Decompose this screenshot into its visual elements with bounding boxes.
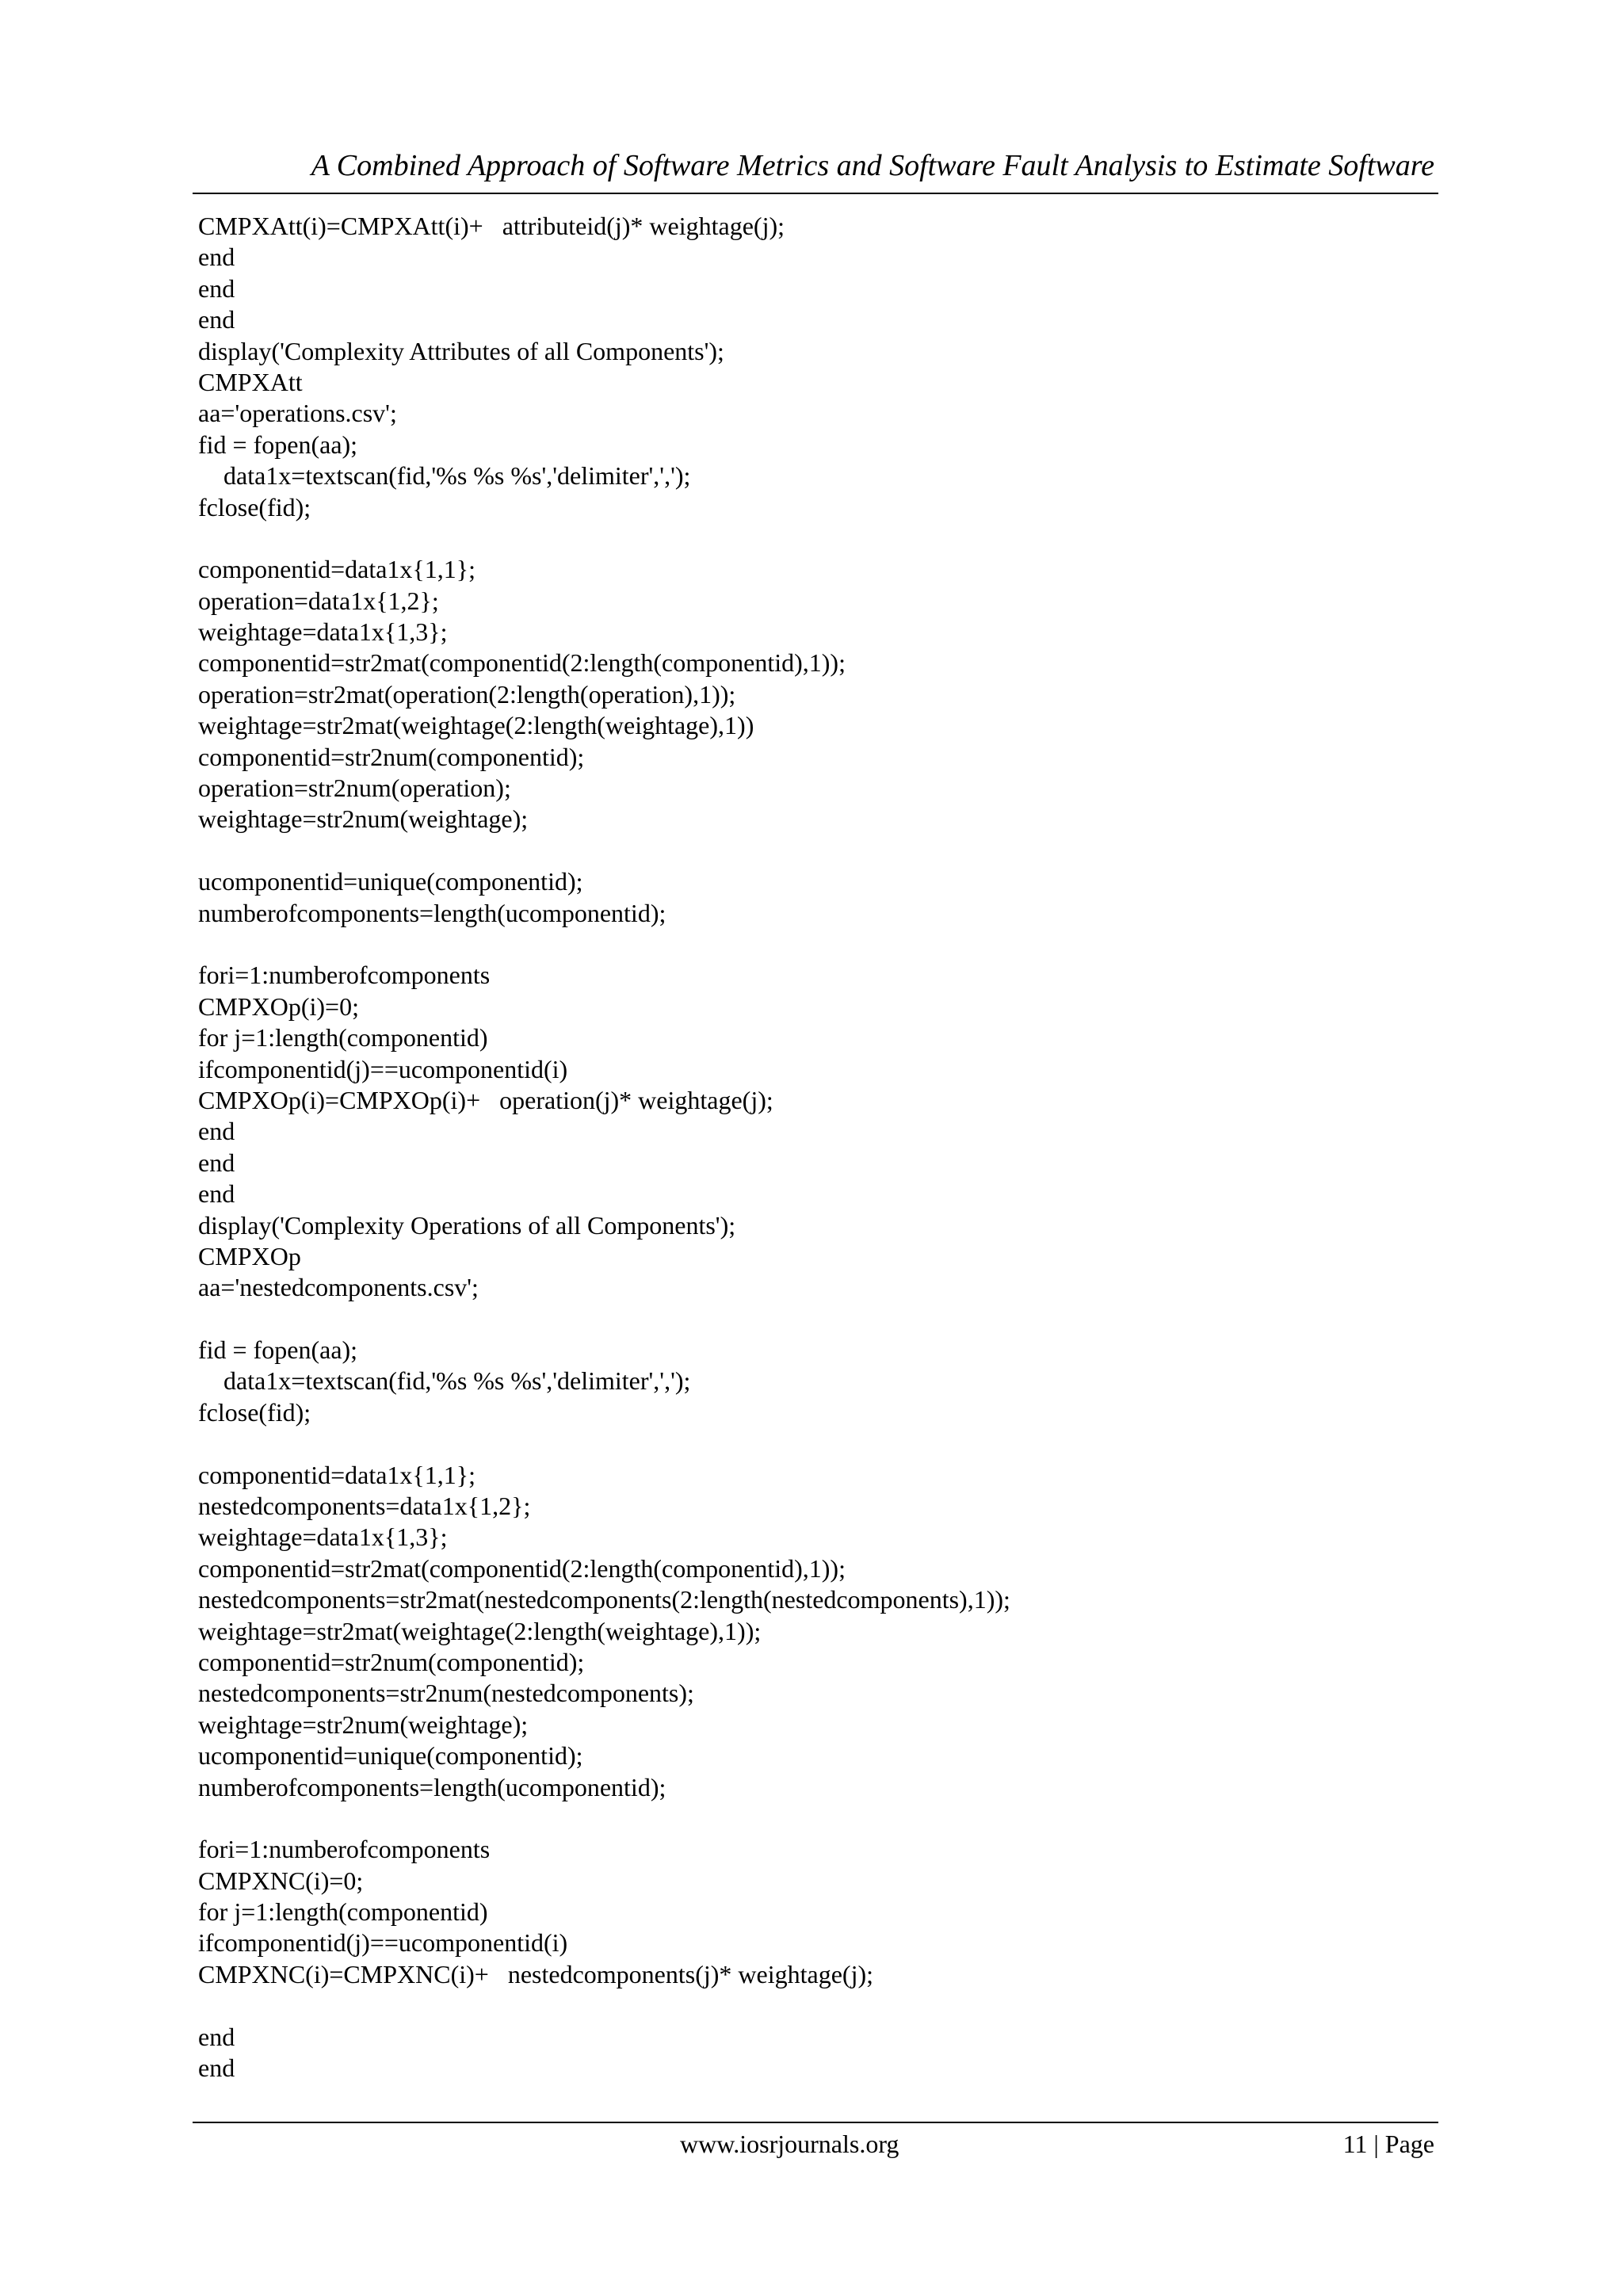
code-line: ucomponentid=unique(componentid); [198,867,583,896]
code-line: display('Complexity Operations of all Components'); [198,1210,736,1240]
code-line: componentid=str2num(componentid); [198,742,585,771]
code-line: CMPXOp [198,1241,301,1270]
code-line: operation=data1x{1,2}; [198,586,439,615]
code-line: data1x=textscan(fid,'%s %s %s','delimiter',','); [198,461,691,491]
blank-line [198,1803,1434,1834]
code-line: data1x=textscan(fid,'%s %s %s','delimiter',','); [198,1366,691,1396]
code-line: for j=1:length(componentid) [198,1897,488,1927]
code-line: end [198,273,235,303]
code-line: ucomponentid=unique(componentid); [198,1741,583,1771]
code-line: numberofcomponents=length(ucomponentid); [198,1772,666,1801]
code-line: for j=1:length(componentid) [198,1023,488,1052]
code-line: componentid=data1x{1,1}; [198,555,476,584]
code-line: componentid=str2mat(componentid(2:length(componentid),1)); [198,648,846,678]
code-line: componentid=data1x{1,1}; [198,1460,476,1489]
code-line: CMPXOp(i)=0; [198,991,359,1021]
code-line: aa='nestedcomponents.csv'; [198,1273,479,1302]
header-divider [193,193,1438,194]
code-line: fclose(fid); [198,1397,311,1427]
code-line: weightage=str2mat(weightage(2:length(weightage),1)); [198,1616,762,1645]
code-line: weightage=str2num(weightage); [198,1710,529,1739]
code-line: ifcomponentid(j)==ucomponentid(i) [198,1928,568,1958]
code-line: CMPXAtt(i)=CMPXAtt(i)+ attributeid(j)* weightage(j); [198,212,785,240]
code-line: end [198,2053,235,2083]
blank-line [198,1428,1434,1459]
code-line: end [198,1179,235,1209]
blank-line [198,929,1434,960]
code-line: operation=str2mat(operation(2:length(operation),1)); [198,679,736,709]
code-line: end [198,2022,235,2051]
running-header-title: A Combined Approach of Software Metrics and Software Fault Analysis to Estimate Software [311,149,1434,182]
code-line: CMPXAtt [198,367,303,396]
code-line: end [198,243,235,272]
code-line: CMPXNC(i)=CMPXNC(i)+ nestedcomponents(j)* weightage(j); [198,1959,873,1988]
code-line: end [198,1148,235,1177]
footer-divider [193,2122,1438,2123]
blank-line [198,835,1434,866]
code-line: weightage=data1x{1,3}; [198,1522,448,1552]
code-line: fori=1:numberofcomponents [198,1835,491,1864]
code-line: fclose(fid); [198,492,311,521]
blank-line [198,1304,1434,1335]
code-line: componentid=str2num(componentid); [198,1647,585,1676]
code-line: fid = fopen(aa); [198,430,358,459]
code-line: end [198,1117,235,1146]
footer-page-number: 11 | Page [1342,2130,1434,2158]
code-line: ifcomponentid(j)==ucomponentid(i) [198,1054,568,1083]
code-line: CMPXOp(i)=CMPXOp(i)+ operation(j)* weightage(j); [198,1085,773,1114]
code-line: weightage=str2mat(weightage(2:length(weightage),1)) [198,711,754,740]
code-line: weightage=data1x{1,3}; [198,617,448,647]
code-line: operation=str2num(operation); [198,774,511,803]
blank-line [198,1990,1434,2021]
code-line: nestedcomponents=str2num(nestedcomponents); [198,1679,694,1708]
code-line: aa='operations.csv'; [198,399,397,428]
code-line: display('Complexity Attributes of all Components'); [198,336,724,365]
footer-website: www.iosrjournals.org [680,2130,899,2158]
code-line: fid = fopen(aa); [198,1335,358,1365]
code-line: nestedcomponents=str2mat(nestedcomponents(2:length(nestedcomponents),1)); [198,1585,1010,1614]
code-line: CMPXNC(i)=0; [198,1866,364,1895]
code-line: end [198,305,235,334]
code-line: nestedcomponents=data1x{1,2}; [198,1492,531,1521]
code-line: weightage=str2num(weightage); [198,804,529,834]
code-line: fori=1:numberofcomponents [198,961,491,990]
code-line: numberofcomponents=length(ucomponentid); [198,898,666,927]
code-line: componentid=str2mat(componentid(2:length(componentid),1)); [198,1553,846,1583]
blank-line [198,523,1434,554]
code-listing [198,211,1434,2084]
